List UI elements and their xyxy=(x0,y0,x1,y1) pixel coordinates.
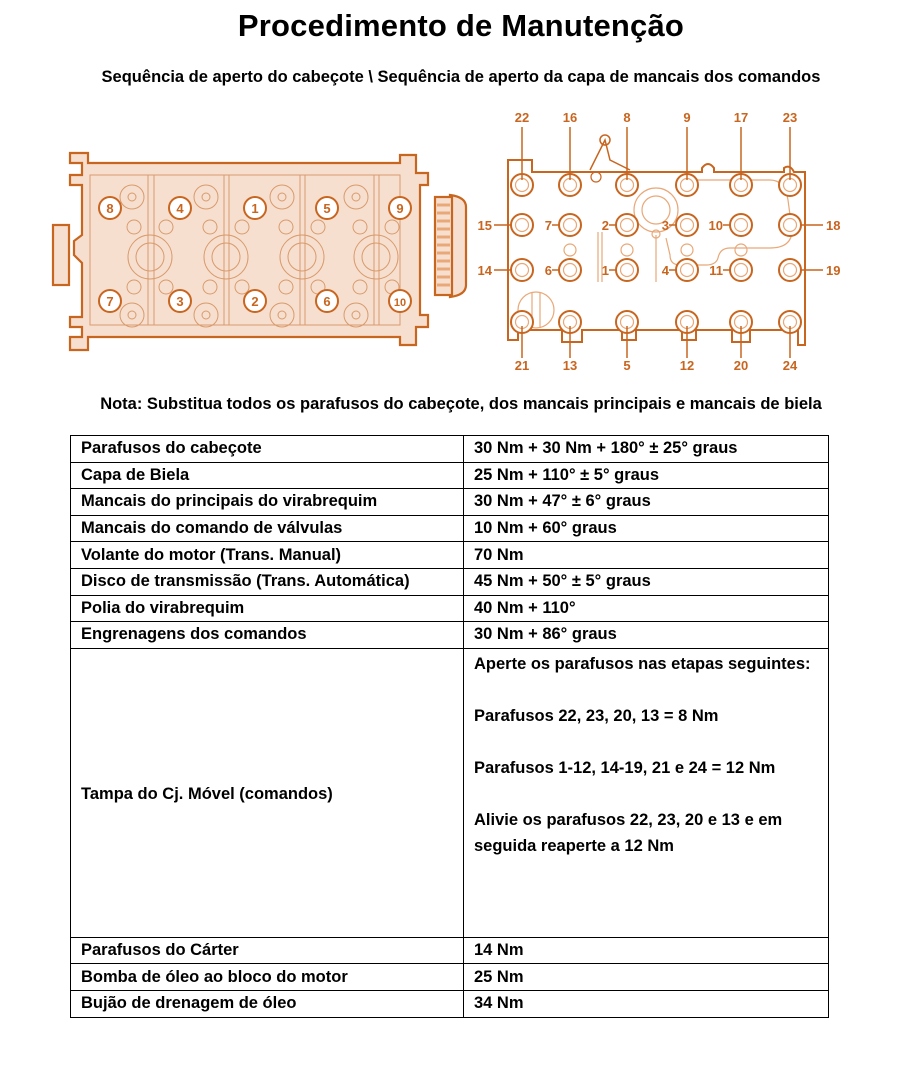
torque-step: Parafusos 22, 23, 20, 13 = 8 Nm xyxy=(474,706,719,725)
head-bolt-marker xyxy=(99,197,121,219)
cap-bolt-number: 4 xyxy=(661,263,669,278)
component-cell: Bujão de drenagem de óleo xyxy=(71,990,464,1017)
page-title: Procedimento de Manutenção xyxy=(237,8,685,43)
head-bolt-marker xyxy=(169,290,191,312)
table-row xyxy=(71,436,829,463)
table-row xyxy=(71,542,829,569)
cap-bolt-number: 1 xyxy=(601,263,609,278)
component-cell: Volante do motor (Trans. Manual) xyxy=(71,542,464,569)
component-cell: Parafusos do cabeçote xyxy=(71,436,464,463)
cap-bolt xyxy=(559,214,581,236)
cap-bolt-number: 8 xyxy=(623,110,631,125)
head-bolt-number: 2 xyxy=(251,294,259,309)
cap-bolt-number: 14 xyxy=(477,263,492,278)
cap-bolt xyxy=(676,214,698,236)
component-cell: Capa de Biela xyxy=(71,462,464,489)
component-cell: Mancais do comando de válvulas xyxy=(71,515,464,542)
table-row xyxy=(71,462,829,489)
cap-bolt-number: 12 xyxy=(679,358,695,373)
cap-bolt-number: 24 xyxy=(782,358,798,373)
cap-bolt-number: 7 xyxy=(544,218,552,233)
cap-bolt-number: 20 xyxy=(733,358,749,373)
table-row xyxy=(71,489,829,516)
table-row xyxy=(71,568,829,595)
cap-bolt-number: 17 xyxy=(733,110,749,125)
component-cell: Engrenagens dos comandos xyxy=(71,622,464,649)
component-cell: Tampa do Cj. Móvel (comandos) xyxy=(71,648,464,937)
cap-bolt-number: 18 xyxy=(826,218,841,233)
head-bolt-marker xyxy=(316,197,338,219)
table-row xyxy=(71,937,829,964)
camshaft-cap-diagram xyxy=(470,100,850,385)
cap-bolt xyxy=(779,259,801,281)
cap-bolt-number: 3 xyxy=(661,218,669,233)
cap-bolt-number: 19 xyxy=(826,263,841,278)
head-bolt-marker xyxy=(389,197,411,219)
cap-bolt xyxy=(559,259,581,281)
cap-bolt-number: 11 xyxy=(709,263,723,278)
head-end-plate xyxy=(53,225,69,285)
torque-step: Parafusos 1-12, 14-19, 21 e 24 = 12 Nm xyxy=(474,758,776,777)
component-cell: Mancais do principais do virabrequim xyxy=(71,489,464,516)
torque-value-cell: 70 Nm xyxy=(464,542,829,569)
cap-bolt xyxy=(730,214,752,236)
cap-bolt-number: 9 xyxy=(683,110,691,125)
cap-bolt xyxy=(511,214,533,236)
cap-bolt xyxy=(616,214,638,236)
page-subtitle: Sequência de aperto do cabeçote \ Sequência de aperto da capa de mancais dos comandos xyxy=(101,68,821,86)
torque-value-cell: 30 Nm + 47° ± 6° graus xyxy=(464,489,829,516)
head-bolt-number: 5 xyxy=(323,201,331,216)
cap-bolt-number: 13 xyxy=(562,358,578,373)
component-cell: Polia do virabrequim xyxy=(71,595,464,622)
cap-bolt xyxy=(779,214,801,236)
torque-spec-table xyxy=(70,435,829,1018)
table-row xyxy=(71,622,829,649)
table-row xyxy=(71,595,829,622)
cap-bolt xyxy=(676,259,698,281)
cap-bolt-number: 16 xyxy=(562,110,578,125)
head-bolt-number: 6 xyxy=(323,294,331,309)
head-bolt-marker xyxy=(244,197,266,219)
cap-bolt-number: 6 xyxy=(544,263,552,278)
torque-value-cell: 30 Nm + 86° graus xyxy=(464,622,829,649)
head-bolt-marker xyxy=(316,290,338,312)
torque-value-cell: 45 Nm + 50° ± 5° graus xyxy=(464,568,829,595)
head-bolt-number: 9 xyxy=(396,201,404,216)
cap-bolt-number: 23 xyxy=(782,110,798,125)
component-cell: Disco de transmissão (Trans. Automática) xyxy=(71,568,464,595)
torque-value-cell: 14 Nm xyxy=(464,937,829,964)
torque-step: Aperte os parafusos nas etapas seguintes: xyxy=(474,654,811,673)
head-bolt-marker xyxy=(99,290,121,312)
torque-value-cell: 40 Nm + 110° xyxy=(464,595,829,622)
torque-value-cell: 25 Nm + 110° ± 5° graus xyxy=(464,462,829,489)
cap-bolt xyxy=(616,259,638,281)
head-bolt-marker xyxy=(389,290,411,312)
torque-value-cell: 30 Nm + 30 Nm + 180° ± 25° graus xyxy=(464,436,829,463)
head-bolt-number: 7 xyxy=(106,294,114,309)
cap-bolt-number: 2 xyxy=(601,218,609,233)
table-row xyxy=(71,515,829,542)
torque-steps-cell xyxy=(464,648,829,937)
cap-bolt xyxy=(511,259,533,281)
head-bolt-marker xyxy=(169,197,191,219)
torque-value-cell: 10 Nm + 60° graus xyxy=(464,515,829,542)
head-bolt-marker xyxy=(244,290,266,312)
cap-bolt-number: 22 xyxy=(514,110,530,125)
head-bolt-number: 4 xyxy=(176,201,184,216)
table-row xyxy=(71,990,829,1017)
component-cell: Bomba de óleo ao bloco do motor xyxy=(71,964,464,991)
oil-line xyxy=(590,140,630,170)
table-row xyxy=(71,964,829,991)
replacement-note: Nota: Substitua todos os parafusos do cabeçote, dos mancais principais e mancais de biela xyxy=(100,395,822,413)
head-bolt-number: 3 xyxy=(176,294,184,309)
head-bolt-number: 10 xyxy=(393,297,407,309)
head-bolt-number: 8 xyxy=(106,201,114,216)
head-bolt-number: 1 xyxy=(251,201,259,216)
torque-step: Alivie os parafusos 22, 23, 20 e 13 e em seguida reaperte a 12 Nm xyxy=(474,810,783,855)
cap-bolt-number: 10 xyxy=(708,218,723,233)
torque-value-cell: 25 Nm xyxy=(464,964,829,991)
cap-bolt-number: 5 xyxy=(623,358,631,373)
component-cell: Parafusos do Cárter xyxy=(71,937,464,964)
torque-value-cell: 34 Nm xyxy=(464,990,829,1017)
cylinder-head-diagram xyxy=(48,145,473,360)
cap-bolt-number: 21 xyxy=(514,358,530,373)
cap-bolt-number: 15 xyxy=(477,218,492,233)
cap-bolt xyxy=(730,259,752,281)
table-row-cam-cover xyxy=(71,648,829,937)
